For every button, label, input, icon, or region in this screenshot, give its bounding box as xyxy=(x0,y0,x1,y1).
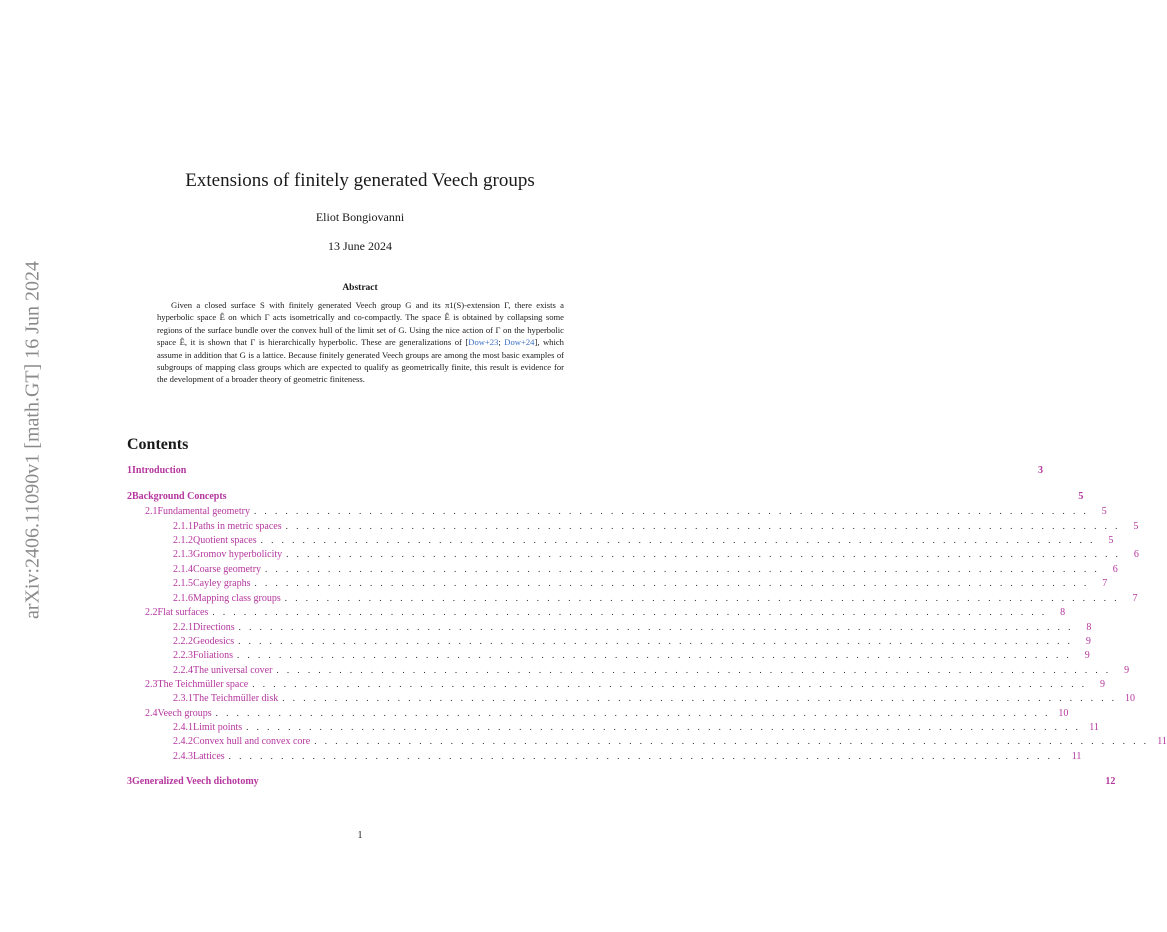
toc-entry-page[interactable]: 12 xyxy=(1105,776,1116,787)
toc-entry-title[interactable]: Lattices xyxy=(193,751,225,762)
toc-dot-leader: . . . . . . . . . . . . . . . . . . . . . . . . . . . . . . . . . . . . . . . . . . . . . . . . . . . . . . . . . . . . . . . . . . . . . . . . . . . . . . . . xyxy=(276,665,1112,675)
toc-entry-title[interactable]: Background Concepts xyxy=(132,491,227,502)
toc-entry-page[interactable]: 8 xyxy=(1086,622,1092,633)
abstract-text-part1: Given a closed surface S with finitely generated Veech group G and its π1(S)-extension Γ, there exists a hyperbolic space Ê on which Γ acts isometrically and co-compactly. The space Ê is obtained by collapsing some regions of the surface bundle over the convex hull of the limit set of G. Using the nice action of Γ on the hyperbolic space Ê, it is shown that Γ is hierarchically hyperbolic. These are generalizations of [ xyxy=(157,300,564,348)
toc-entry-page[interactable]: 11 xyxy=(1071,751,1082,762)
toc-entry-2-1-1[interactable] xyxy=(127,521,1139,535)
paper-title: Extensions of finitely generated Veech groups xyxy=(185,170,535,191)
toc-entry-title[interactable]: Flat surfaces xyxy=(157,607,209,618)
toc-entry-number: 2.3.1 xyxy=(173,693,193,704)
arxiv-identifier-stamp: arXiv:2406.11090v1 [math.GT] 16 Jun 2024 xyxy=(21,260,44,620)
citation-separator: ; xyxy=(498,337,505,348)
toc-entry-number: 2.3 xyxy=(145,679,158,690)
abstract-text-part2: ], which assume in addition that G is a lattice. Because finitely generated Veech groups are among the most basic examples of subgroups of mapping class groups which are expected to qualify as geometrically finite, this result is evidence for the development of a broader theory of geometric finiteness. xyxy=(157,337,564,385)
toc-entry-page[interactable]: 9 xyxy=(1124,665,1130,676)
toc-entry-title[interactable]: The Teichmüller space xyxy=(157,679,249,690)
toc-entry-2-3-1[interactable] xyxy=(127,693,1135,707)
toc-entry-2-1-3[interactable] xyxy=(127,549,1139,563)
toc-dot-leader: . . . . . . . . . . . . . . . . . . . . . . . . . . . . . . . . . . . . . . . . . . . . . . . . . . . . . . . . . . . . . . . . . . . . . . . . . . . . . . . . xyxy=(238,636,1073,646)
toc-entry-number: 1 xyxy=(127,465,132,476)
paper-date: 13 June 2024 xyxy=(328,239,392,253)
toc-entry-page[interactable]: 5 xyxy=(1078,491,1084,502)
toc-entry-number: 2.4.2 xyxy=(173,736,193,747)
toc-entry-2-2-1[interactable] xyxy=(127,622,1092,636)
toc-entry-title[interactable]: Veech groups xyxy=(157,708,212,719)
toc-entry-page[interactable]: 6 xyxy=(1112,564,1118,575)
toc-entry-title[interactable]: Paths in metric spaces xyxy=(193,521,282,532)
toc-entry-number: 2 xyxy=(127,491,132,502)
toc-entry-page[interactable]: 10 xyxy=(1058,708,1069,719)
toc-entry-number: 2.2.3 xyxy=(173,650,193,661)
toc-entry-number: 2.2 xyxy=(145,607,158,618)
toc-dot-leader: . . . . . . . . . . . . . . . . . . . . . . . . . . . . . . . . . . . . . . . . . . . . . . . . . . . . . . . . . . . . . . . . . . . . . . . . . . . . . . . . xyxy=(253,506,1089,516)
toc-entry-2-4-3[interactable] xyxy=(127,751,1082,765)
citation-link-dow24[interactable]: Dow+24 xyxy=(504,337,535,348)
toc-entry-2-1-6[interactable] xyxy=(127,593,1138,607)
toc-entry-number: 2.1.4 xyxy=(173,564,193,575)
toc-entry-2-1-2[interactable] xyxy=(127,535,1114,549)
toc-entry-number: 2.1.3 xyxy=(173,549,193,560)
toc-entry-page[interactable]: 5 xyxy=(1108,535,1114,546)
toc-entry-page[interactable]: 9 xyxy=(1085,636,1091,647)
toc-entry-number: 2.1.2 xyxy=(173,535,193,546)
toc-entry-number: 2.4.1 xyxy=(173,722,193,733)
toc-entry-2-4-2[interactable] xyxy=(127,736,1167,750)
toc-entry-2-1-5[interactable] xyxy=(127,578,1108,592)
toc-entry-2-2[interactable] xyxy=(127,607,1066,621)
toc-dot-leader: . . . . . . . . . . . . . . . . . . . . . . . . . . . . . . . . . . . . . . . . . . . . . . . . . . . . . . . . . . . . . . . . . . . . . . . . . . . . . . . . xyxy=(238,622,1074,632)
page-number: 1 xyxy=(357,830,363,841)
contents-heading: Contents xyxy=(127,436,189,453)
toc-entry-title[interactable]: Mapping class groups xyxy=(193,593,281,604)
toc-entry-number: 2.4.3 xyxy=(173,751,193,762)
toc-entry-page[interactable]: 10 xyxy=(1124,693,1135,704)
toc-dot-leader: . . . . . . . . . . . . . . . . . . . . . . . . . . . . . . . . . . . . . . . . . . . . . . . . . . . . . . . . . . . . . . . . . . . . . . . . . . . . . . . . xyxy=(212,607,1048,617)
toc-dot-leader: . . . . . . . . . . . . . . . . . . . . . . . . . . . . . . . . . . . . . . . . . . . . . . . . . . . . . . . . . . . . . . . . . . . . . . . . . . . . . . . . xyxy=(282,693,1117,703)
toc-entry-2-1-4[interactable] xyxy=(127,564,1118,578)
toc-entry-number: 2.1.6 xyxy=(173,593,193,604)
toc-entry-page[interactable]: 7 xyxy=(1102,578,1108,589)
toc-entry-page[interactable]: 11 xyxy=(1089,722,1099,733)
toc-entry-page[interactable]: 7 xyxy=(1132,593,1138,604)
toc-entry-2-2-3[interactable] xyxy=(127,650,1090,664)
toc-dot-leader: . . . . . . . . . . . . . . . . . . . . . . . . . . . . . . . . . . . . . . . . . . . . . . . . . . . . . . . . . . . . . . . . . . . . . . . . . . . . . . . . xyxy=(314,736,1149,746)
toc-entry-title[interactable]: Cayley graphs xyxy=(193,578,251,589)
toc-entry-number: 2.1.5 xyxy=(173,578,193,589)
toc-dot-leader: . . . . . . . . . . . . . . . . . . . . . . . . . . . . . . . . . . . . . . . . . . . . . . . . . . . . . . . . . . . . . . . . . . . . . . . . . . . . . . . . xyxy=(215,708,1051,718)
toc-entry-page[interactable]: 6 xyxy=(1133,549,1139,560)
toc-entry-title[interactable]: Quotient spaces xyxy=(193,535,257,546)
abstract-body xyxy=(157,299,564,386)
toc-entry-title[interactable]: Limit points xyxy=(193,722,243,733)
toc-entry-title[interactable]: The Teichmüller disk xyxy=(193,693,279,704)
toc-entry-number: 2.4 xyxy=(145,708,158,719)
toc-entry-page[interactable]: 5 xyxy=(1101,506,1107,517)
toc-entry-page[interactable]: 9 xyxy=(1100,679,1105,690)
citation-link-dow23[interactable]: Dow+23 xyxy=(468,337,499,348)
toc-entry-title[interactable]: Directions xyxy=(193,622,235,633)
toc-entry-number: 3 xyxy=(127,776,132,787)
toc-entry-number: 2.1 xyxy=(145,506,158,517)
toc-dot-leader: . . . . . . . . . . . . . . . . . . . . . . . . . . . . . . . . . . . . . . . . . . . . . . . . . . . . . . . . . . . . . . . . . . . . . . . . . . . . . . . . xyxy=(286,549,1121,559)
toc-entry-title[interactable]: Foliations xyxy=(193,650,234,661)
toc-entry-2-3[interactable] xyxy=(127,679,1105,693)
toc-dot-leader: . . . . . . . . . . . . . . . . . . . . . . . . . . . . . . . . . . . . . . . . . . . . . . . . . . . . . . . . . . . . . . . . . . . . . . . . . . . . . . . . xyxy=(260,535,1096,545)
toc-entry-3[interactable] xyxy=(127,776,1116,790)
toc-dot-leader: . . . . . . . . . . . . . . . . . . . . . . . . . . . . . . . . . . . . . . . . . . . . . . . . . . . . . . . . . . . . . . . . . . . . . . . . . . . . . . . . xyxy=(284,593,1120,603)
toc-entry-title[interactable]: Fundamental geometry xyxy=(157,506,250,517)
toc-dot-leader: . . . . . . . . . . . . . . . . . . . . . . . . . . . . . . . . . . . . . . . . . . . . . . . . . . . . . . . . . . . . . . . . . . . . . . . . . . . . . . . . xyxy=(285,521,1121,531)
toc-entry-2-2-2[interactable] xyxy=(127,636,1091,650)
toc-entry-title[interactable]: Generalized Veech dichotomy xyxy=(132,776,259,787)
toc-entry-number: 2.2.2 xyxy=(173,636,193,647)
toc-entry-title[interactable]: Geodesics xyxy=(193,636,235,647)
toc-entry-2-4-1[interactable] xyxy=(127,722,1099,736)
toc-entry-page[interactable]: 3 xyxy=(1038,465,1044,476)
toc-entry-number: 2.2.1 xyxy=(173,622,193,633)
toc-entry-title[interactable]: The universal cover xyxy=(193,665,273,676)
toc-dot-leader: . . . . . . . . . . . . . . . . . . . . . . . . . . . . . . . . . . . . . . . . . . . . . . . . . . . . . . . . . . . . . . . . . . . . . . . . . . . . . . . . xyxy=(265,564,1100,574)
toc-entry-title[interactable]: Coarse geometry xyxy=(193,564,262,575)
toc-entry-title[interactable]: Convex hull and convex core xyxy=(193,736,311,747)
toc-entry-page[interactable]: 11 xyxy=(1157,736,1167,747)
abstract-heading: Abstract xyxy=(342,283,378,293)
toc-dot-leader: . . . . . . . . . . . . . . . . . . . . . . . . . . . . . . . . . . . . . . . . . . . . . . . . . . . . . . . . . . . . . . . . . . . . . . . . . . . . . . . . xyxy=(228,751,1064,761)
toc-entry-page[interactable]: 5 xyxy=(1133,521,1139,532)
author-name: Eliot Bongiovanni xyxy=(315,210,405,224)
toc-entry-2-4[interactable] xyxy=(127,708,1069,722)
toc-dot-leader: . . . . . . . . . . . . . . . . . . . . . . . . . . . . . . . . . . . . . . . . . . . . . . . . . . . . . . . . . . . . . . . . . . . . . . . . . . . . . . . . xyxy=(246,722,1081,732)
toc-entry-number: 2.2.4 xyxy=(173,665,193,676)
toc-entry-2-2-4[interactable] xyxy=(127,665,1130,679)
toc-entry-title[interactable]: Gromov hyperbolicity xyxy=(193,549,283,560)
toc-entry-2[interactable] xyxy=(127,491,1084,505)
toc-dot-leader: . . . . . . . . . . . . . . . . . . . . . . . . . . . . . . . . . . . . . . . . . . . . . . . . . . . . . . . . . . . . . . . . . . . . . . . . . . . . . . . . xyxy=(252,679,1087,689)
toc-entry-title[interactable]: Introduction xyxy=(132,465,187,476)
toc-dot-leader: . . . . . . . . . . . . . . . . . . . . . . . . . . . . . . . . . . . . . . . . . . . . . . . . . . . . . . . . . . . . . . . . . . . . . . . . . . . . . . . . xyxy=(254,578,1090,588)
toc-entry-2-1[interactable] xyxy=(127,506,1107,520)
toc-entry-number: 2.1.1 xyxy=(173,521,193,532)
toc-dot-leader: . . . . . . . . . . . . . . . . . . . . . . . . . . . . . . . . . . . . . . . . . . . . . . . . . . . . . . . . . . . . . . . . . . . . . . . . . . . . . . . . xyxy=(237,650,1072,660)
toc-entry-page[interactable]: 9 xyxy=(1084,650,1090,661)
toc-entry-page[interactable]: 8 xyxy=(1060,607,1066,618)
toc-entry-1[interactable] xyxy=(127,465,1044,479)
